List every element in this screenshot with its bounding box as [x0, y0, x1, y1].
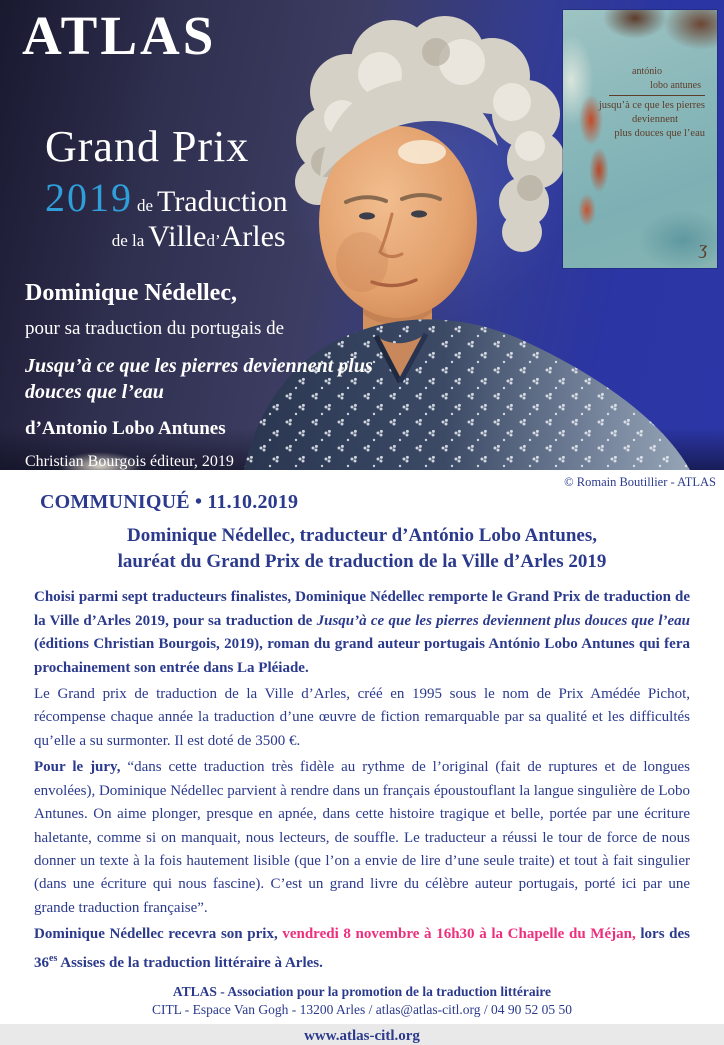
- headline-line2: lauréat du Grand Prix de traduction de la Ville d’Arles 2019: [117, 551, 607, 573]
- cover-author-line1: antónio: [632, 66, 662, 77]
- photo-credit: © Romain Boutillier - ATLAS: [564, 475, 716, 489]
- prize-de: de: [137, 196, 154, 215]
- atlas-logo: ATLAS: [22, 5, 217, 66]
- paragraph-3: Pour le jury, “dans cette traduction très fidèle au rythme de l’original (fait de ruptures et de longues envolées), Dominique Nédellec parvient à rendre dans un français époustouflant la langue singulière de Lobo Antunes. On aime plonger, presque en apnée, dans cette histoire tragique et belle, portée par une écriture haletante, comme si on manquait, nous lecteurs, de souffle. Le traducteur a réussi le tour de force de nous donner un texte à la fois hautement lisible (que l’on a envie de lire d’une seule traite) et tout à fait singulier (dans une écriture qui nous fascine). C’est un grand livre du célèbre auteur portugais, porté ici par une grande traduction française”.: [34, 759, 691, 916]
- laureate-book-author: d’Antonio Lobo Antunes: [25, 418, 226, 439]
- footer-contact: CITL - Espace Van Gogh - 13200 Arles / atlas@atlas-citl.org / 04 90 52 05 50: [151, 1001, 573, 1017]
- footer-association: ATLAS - Association pour la promotion de la traduction littéraire: [172, 983, 552, 999]
- prize-ville: Ville: [148, 220, 207, 253]
- prize-traduction: Traduction: [157, 185, 288, 218]
- headline-line1: Dominique Nédellec, traducteur d’António Lobo Antunes,: [127, 525, 597, 546]
- footer: [0, 984, 724, 1045]
- prize-dapos: d’: [206, 231, 221, 250]
- prize-arles: Arles: [220, 220, 286, 253]
- book-cover-text: [563, 65, 717, 142]
- laureate-name: Dominique Nédellec,: [25, 280, 237, 306]
- prize-line2: [45, 175, 288, 220]
- paragraph-1: Choisi parmi sept traducteurs finalistes, Dominique Nédellec remporte le Grand Prix de traduction de la Ville d’Arles 2019, pour sa traduction de Jusqu’à ce que les pierres deviennent plus douces que l’eau (éditions Christian Bourgois, 2019), roman du grand auteur portugais António Lobo Antunes qui fera prochainement son entrée dans La Pléiade.: [34, 589, 690, 676]
- ceremony-date-highlight: vendredi 8 novembre à 16h30 à la Chapelle du Méjan,: [282, 926, 636, 943]
- cover-rule: [609, 95, 705, 96]
- bourgois-publisher-logo-icon: ʒ: [697, 237, 709, 260]
- prize-de-la: de la: [111, 231, 145, 250]
- ordinal-superscript: es: [49, 952, 58, 964]
- paragraph-1-book-title: Jusqu’à ce que les pierres deviennent plus douces que l’eau: [316, 612, 690, 629]
- hero-banner: [0, 0, 724, 470]
- cover-author-line2: lobo antunes: [650, 79, 701, 91]
- laureate-book-publisher: Christian Bourgois éditeur, 2019: [25, 453, 234, 470]
- body-copy: [0, 586, 724, 975]
- footer-website-link[interactable]: www.atlas-citl.org: [304, 1027, 420, 1044]
- laureate-intro: pour sa traduction du portugais de: [25, 318, 285, 339]
- prize-title: Grand Prix: [45, 122, 250, 171]
- book-cover: [563, 10, 717, 268]
- headline: [0, 523, 724, 575]
- prize-line3: [45, 222, 288, 252]
- cover-title-line2: deviennent: [631, 114, 679, 126]
- laureate-book-title: Jusqu’à ce que les pierres deviennent plus douces que l’eau: [25, 355, 373, 403]
- communique-kicker: COMMUNIQUÉ • 11.10.2019: [40, 491, 299, 513]
- laureate-block: [25, 280, 415, 471]
- paragraph-2: Le Grand prix de traduction de la Ville d’Arles, créé en 1995 sous le nom de Prix Amédée Pichot, récompense chaque année la traduction d’une œuvre de fiction remarquable par sa qualité et les difficultés qu’elle a su surmonter. Il est doté de 3500 €.: [34, 686, 690, 749]
- prize-year: 2019: [45, 175, 133, 220]
- cover-title-line1: jusqu’à ce que les pierres: [598, 100, 705, 111]
- paragraph-4: Dominique Nédellec recevra son prix, vendredi 8 novembre à 16h30 à la Chapelle du Méjan, lors des $36^{es}$ Assises de la traduction littéraire à Arles.: [34, 926, 691, 971]
- prize-title-block: [45, 122, 288, 253]
- cover-title-line3: plus douces que l’eau: [614, 128, 705, 140]
- jury-lead-in: Pour le jury,: [34, 759, 121, 776]
